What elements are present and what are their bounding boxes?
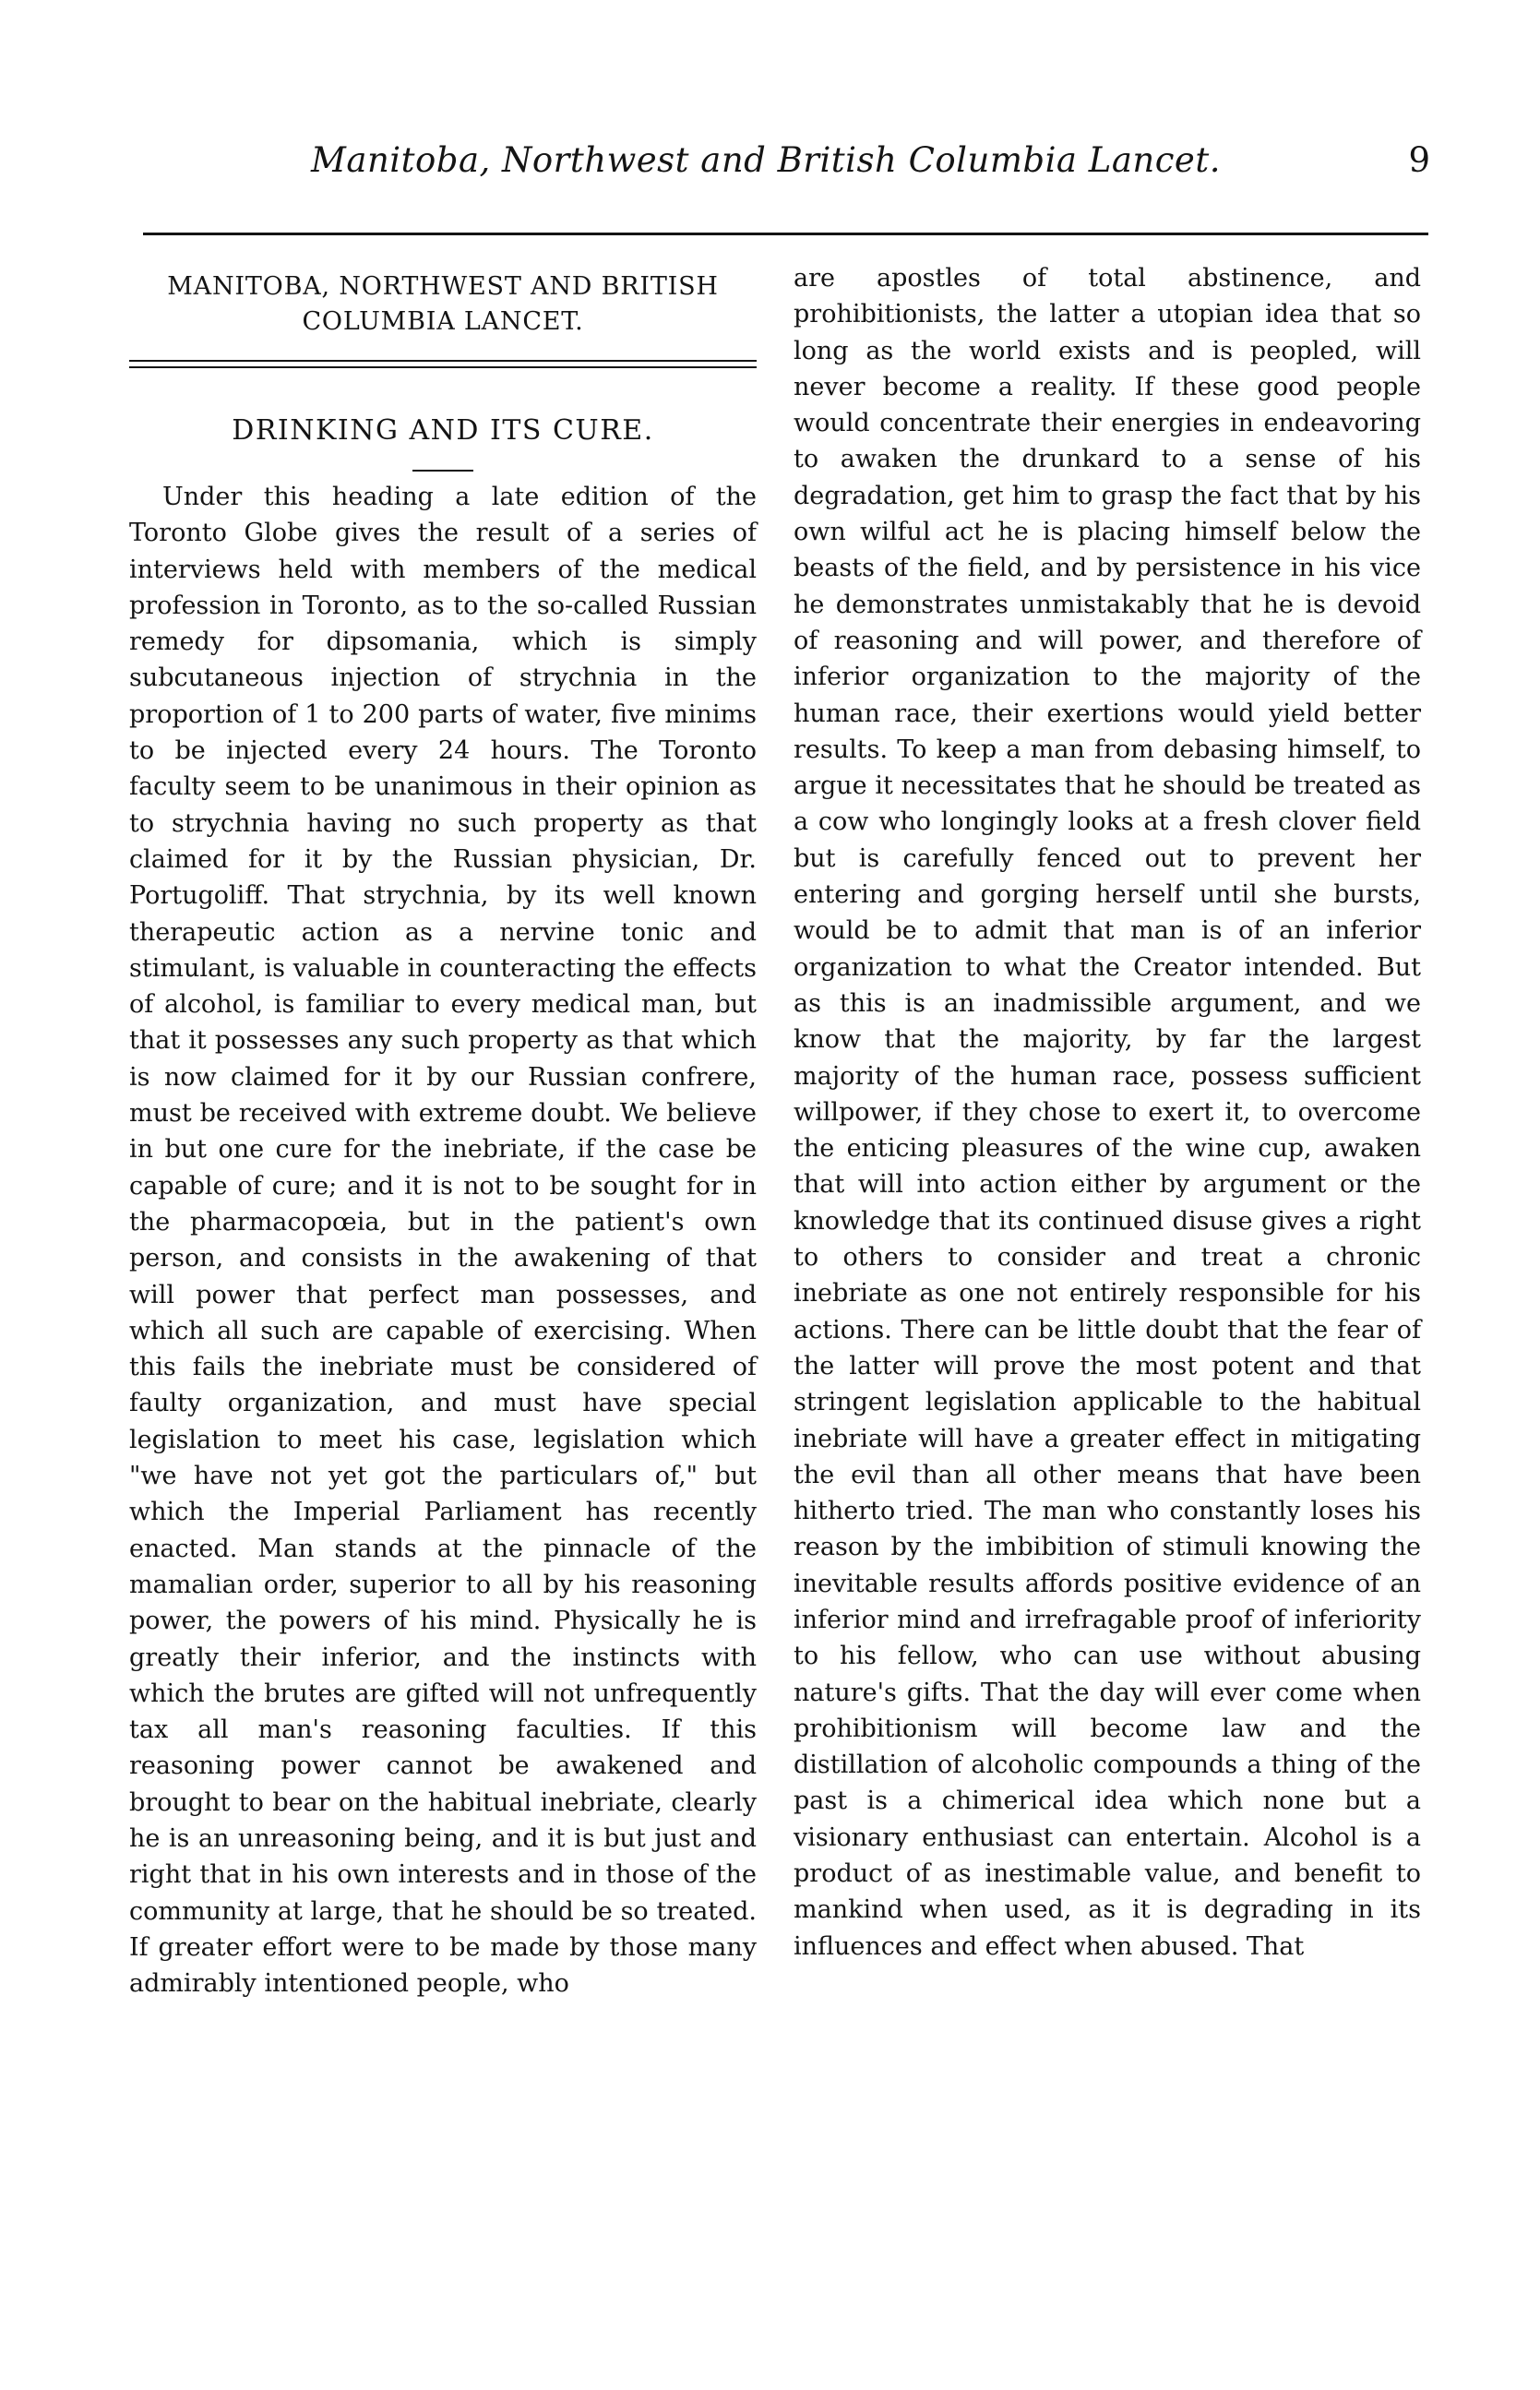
left-column	[129, 260, 757, 2002]
journal-masthead: MANITOBA, NORTHWEST AND BRITISH COLUMBIA LANCET.	[167, 272, 719, 336]
running-header	[129, 138, 1430, 194]
title-rule	[412, 470, 473, 472]
masthead-double-rule	[129, 360, 757, 368]
running-title: Manitoba, Northwest and British Columbia Lancet.	[311, 140, 1221, 180]
right-column	[794, 260, 1421, 1965]
page-number: 9	[1408, 140, 1430, 180]
article-body-left: Under this heading a late edition of the Toronto Globe gives the result of a series of interviews held with members of the medical profession in Toronto, as to the so-called Russian remedy for dipsomania, which is simply subcutaneous injection of strychnia in the proportion of 1 to 200 parts of water, five minims to be injected every 24 hours. The Toronto faculty seem to be unanimous in their opinion as to strychnia having no such property as that claimed for it by the Russian physician, Dr. Portugoliff. That strychnia, by its well known therapeutic action as a nervine tonic and stimulant, is valuable in counteracting the effects of alcohol, is familiar to every medical man, but that it possesses any such property as that which is now claimed for it by our Russian confrere, must be received with extreme doubt. We believe in but one cure for the inebriate, if the case be capable of cure; and it is not to be sought for in the pharmacopœia, but in the patient's own person, and consists in the awakening of that will power that perfect man possesses, and which all such are capable of exercising. When this fails the inebriate must be considered of faulty organization, and must have special legislation to meet his case, legislation which "we have not yet got the particulars of," but which the Imperial Parliament has recently enacted. Man stands at the pinnacle of the mamalian order, superior to all by his reasoning power, the powers of his mind. Physically he is greatly their inferior, and the instincts with which the brutes are gifted will not unfrequently tax all man's reasoning faculties. If this reasoning power cannot be awakened and brought to bear on the habitual inebriate, clearly he is an unreasoning being, and it is but just and right that in his own interests and in those of the community at large, that he should be so treated. If greater effort were to be made by those many admirably intentioned people, who	[129, 483, 757, 1999]
article-body-right: are apostles of total abstinence, and prohibitionists, the latter a utopian idea that so long as the world exists and is peopled, will never become a reality. If these good people would concentrate their energies in endeavoring to awaken the drunkard to a sense of his degradation, get him to grasp the fact that by his own wilful act he is placing himself below the beasts of the field, and by persistence in his vice he demonstrates unmistakably that he is devoid of reasoning and will power, and therefore of inferior organization to the majority of the human race, their exertions would yield better results. To keep a man from debasing himself, to argue it necessitates that he should be treated as a cow who longingly looks at a fresh clover field but is carefully fenced out to prevent her entering and gorging herself until she bursts, would be to admit that man is of an inferior organization to what the Creator intended. But as this is an inadmissible argument, and we know that the majority, by far the largest majority of the human race, possess sufficient willpower, if they chose to exert it, to overcome the enticing pleasures of the wine cup, awaken that will into action either by argument or the knowledge that its continued disuse gives a right to others to consider and treat a chronic inebriate as one not entirely responsible for his actions. There can be little doubt that the fear of the latter will prove the most potent and that stringent legislation applicable to the habitual inebriate will have a greater effect in mitigating the evil than all other means that have been hitherto tried. The man who constantly loses his reason by the imbibition of stimuli knowing the inevitable results affords positive evidence of an inferior mind and irrefragable proof of inferiority to his fellow, who can use without abusing nature's gifts. That the day will ever come when prohibitionism will become law and the distillation of alcoholic compounds a thing of the past is a chimerical idea which none but a visionary enthusiast can entertain. Alcohol is a product of as inestimable value, and benefit to mankind when used, as it is degrading in its influences and effect when abused. That	[794, 264, 1421, 1961]
article-title: DRINKING AND ITS CURE.	[232, 414, 654, 447]
header-rule	[143, 233, 1428, 235]
